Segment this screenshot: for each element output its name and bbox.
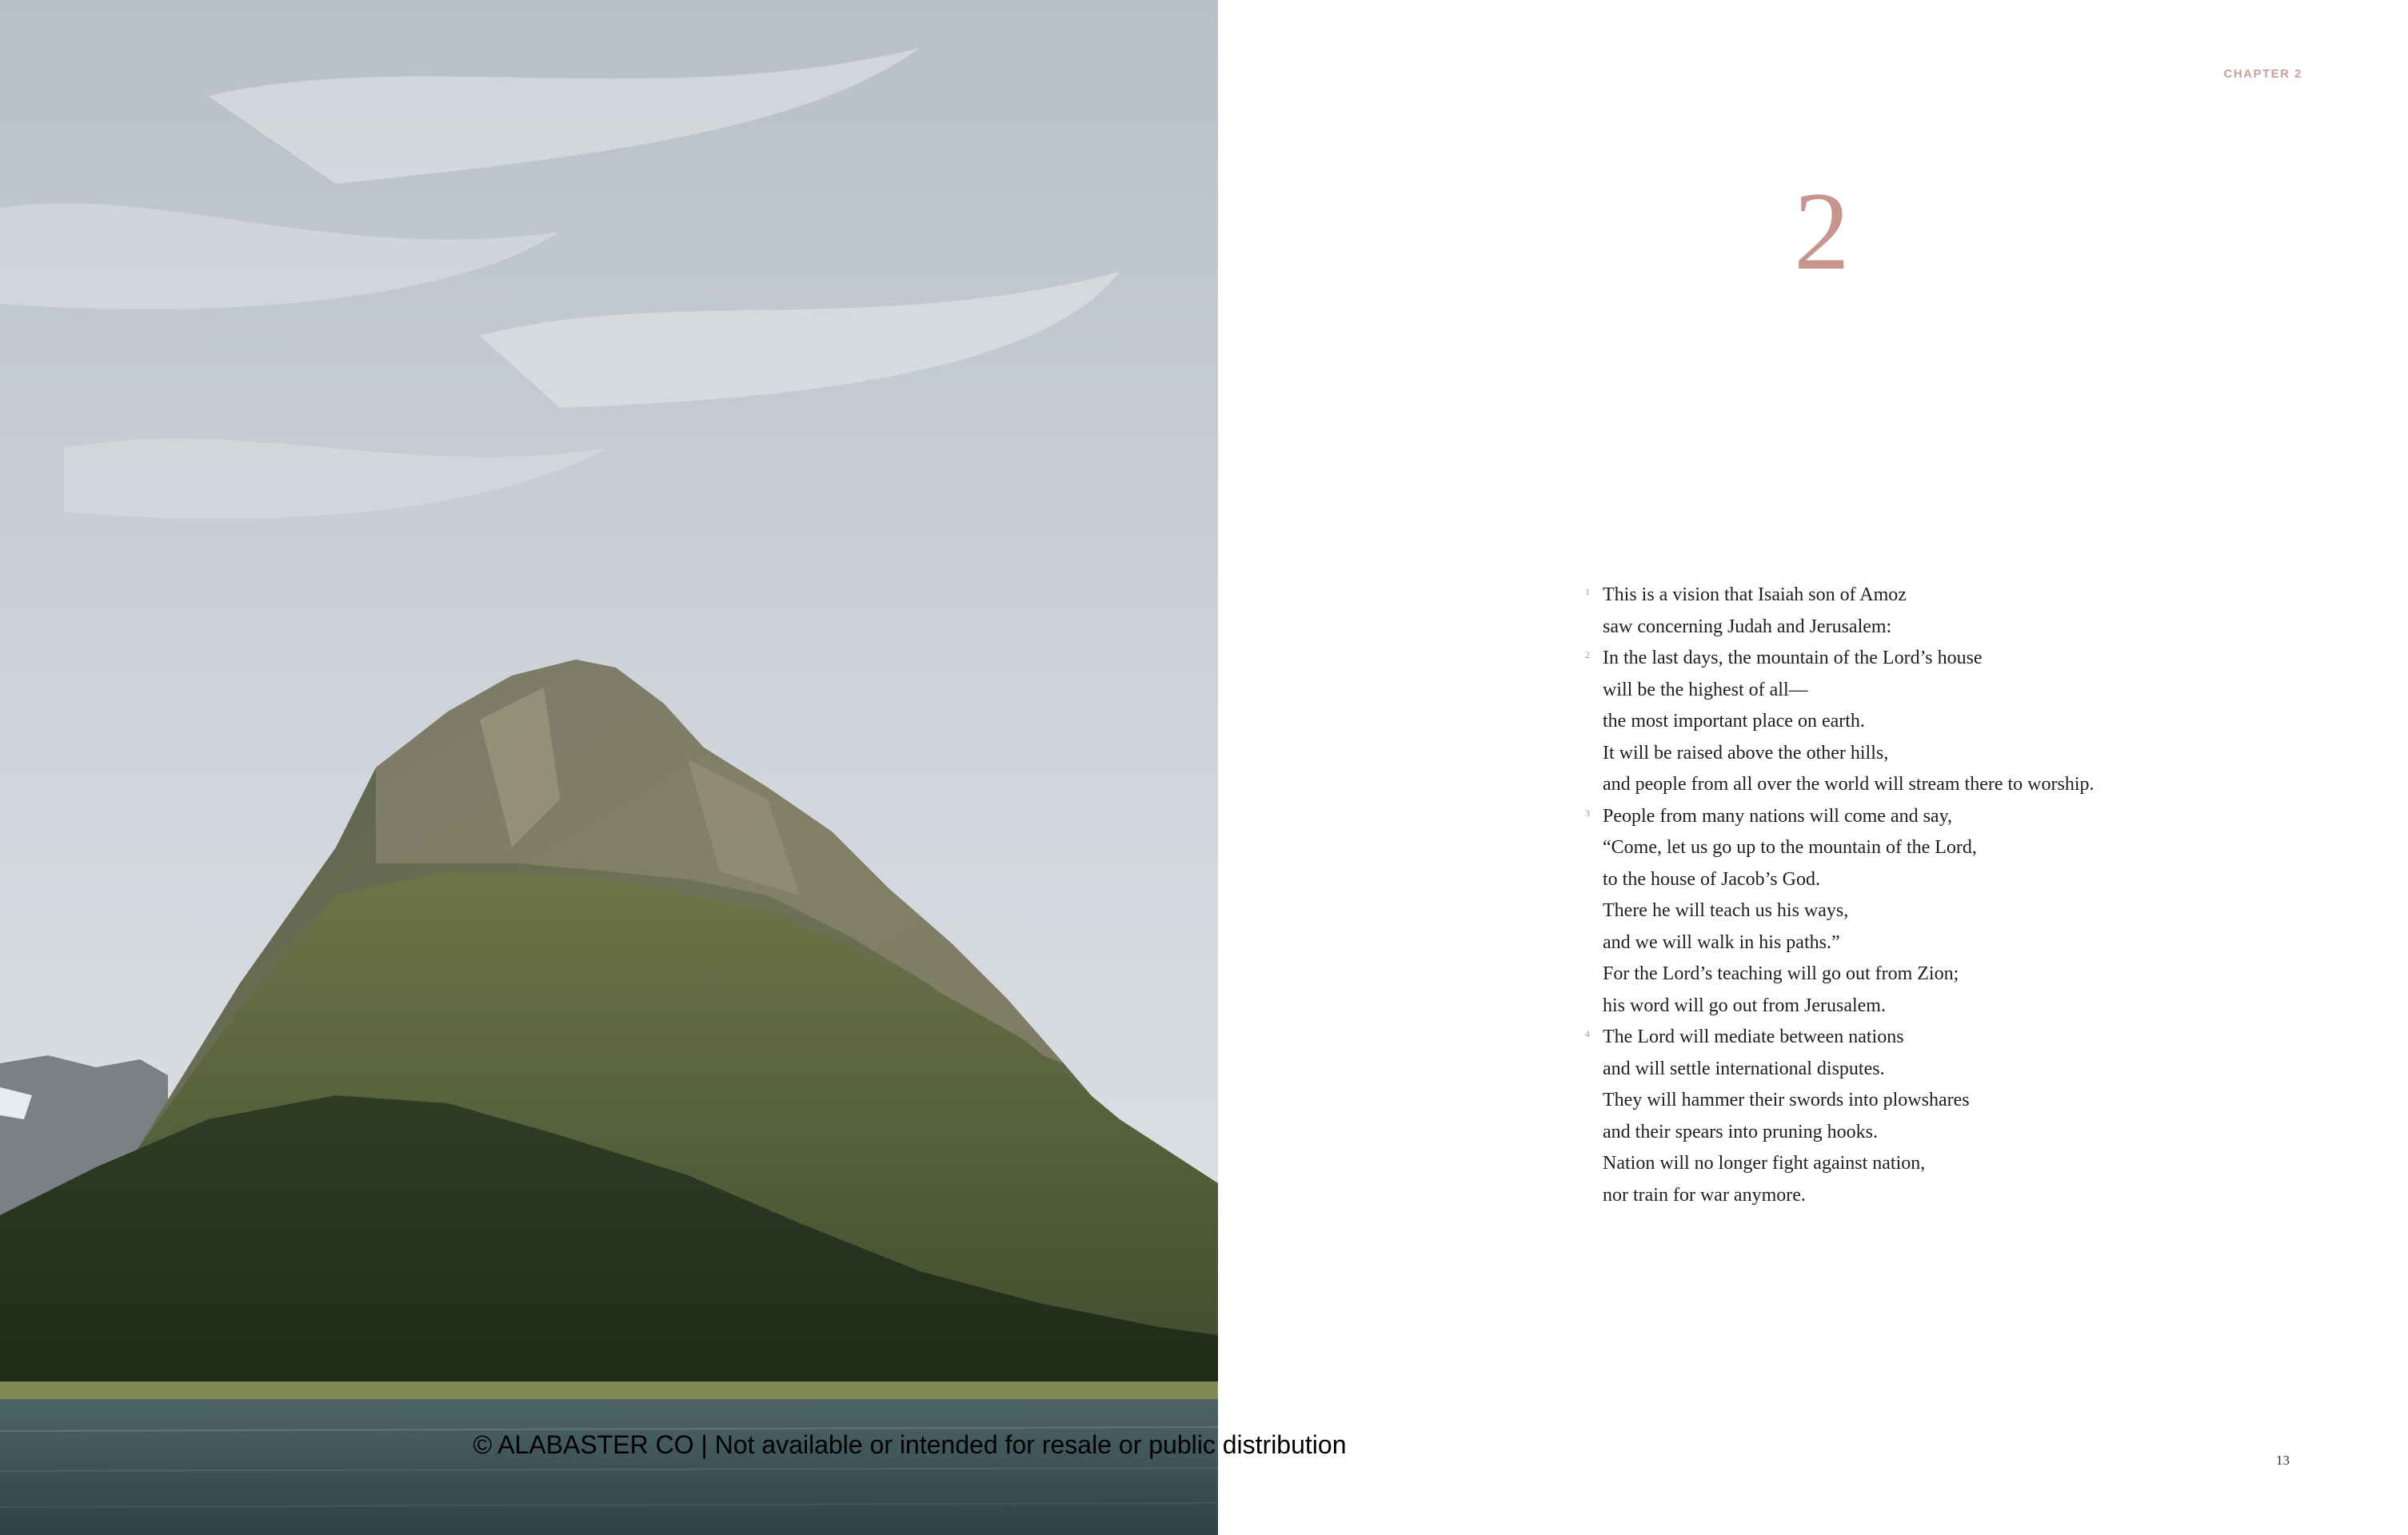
verse-number: 2: [1585, 649, 1590, 660]
text-page: [1218, 0, 2408, 1535]
verse-line: [1585, 801, 2210, 833]
verse-text: For the Lord’s teaching will go out from Zion;: [1603, 963, 1959, 984]
verse-text: The Lord will mediate between nations: [1603, 1027, 1904, 1047]
verse-line: [1603, 991, 2210, 1023]
verse-text: the most important place on earth.: [1603, 711, 1865, 732]
verse-text: will be the highest of all—: [1603, 679, 1808, 700]
verse-text: and will settle international disputes.: [1603, 1058, 1885, 1079]
verse-line: [1603, 1054, 2210, 1086]
verse-line: [1603, 1085, 2210, 1117]
verse-line: [1603, 1117, 2210, 1149]
verse-line: [1585, 643, 2210, 675]
verse-text: his word will go out from Jerusalem.: [1603, 995, 1886, 1016]
verse-line: [1603, 864, 2210, 896]
verse-text: Nation will no longer fight against nation,: [1603, 1153, 1926, 1174]
verse-text: People from many nations will come and say,: [1603, 805, 1953, 827]
verse-line: [1603, 738, 2210, 770]
verse-line: [1603, 675, 2210, 707]
verse-line: [1585, 1022, 2210, 1054]
verse-line: [1603, 612, 2210, 644]
verse-number: 1: [1585, 586, 1590, 597]
verse-text: There he will teach us his ways,: [1603, 900, 1849, 921]
verse-text: In the last days, the mountain of the Lord’s house: [1603, 648, 1983, 668]
verse-text: It will be raised above the other hills,: [1603, 742, 1889, 764]
verse-text: to the house of Jacob’s God.: [1603, 868, 1820, 890]
verse-line: [1603, 769, 2210, 801]
chapter-number: 2: [1794, 169, 1850, 293]
verse-line: [1603, 1180, 2210, 1212]
verse-line: [1585, 580, 2210, 612]
verse-text: saw concerning Judah and Jerusalem:: [1603, 616, 1892, 637]
verse-text: nor train for war anymore.: [1603, 1184, 1806, 1206]
running-header: CHAPTER 2: [2223, 67, 2302, 81]
verse-line: [1603, 959, 2210, 991]
page-number: 13: [2276, 1453, 2290, 1468]
verse-line: [1603, 895, 2210, 927]
verse-text: “Come, let us go up to the mountain of the Lord,: [1603, 837, 1977, 858]
copyright-watermark: [0, 1430, 2408, 1460]
verse-line: [1603, 1148, 2210, 1180]
verse-line: [1603, 706, 2210, 738]
verse-text: They will hammer their swords into plowshares: [1603, 1090, 1970, 1110]
verse-line: [1603, 832, 2210, 864]
verse-text: and their spears into pruning hooks.: [1603, 1121, 1878, 1142]
verse-line: [1603, 927, 2210, 959]
watermark-text: © ALABASTER CO | Not available or intended for resale or public distribution: [473, 1430, 1347, 1459]
verse-text: This is a vision that Isaiah son of Amoz: [1603, 584, 1907, 605]
verse-text: and we will walk in his paths.”: [1603, 931, 1840, 953]
verse-text: and people from all over the world will stream there to worship.: [1603, 774, 2095, 795]
verse-block: [1585, 580, 2210, 1211]
verse-number: 4: [1585, 1028, 1590, 1039]
verse-number: 3: [1585, 807, 1590, 819]
